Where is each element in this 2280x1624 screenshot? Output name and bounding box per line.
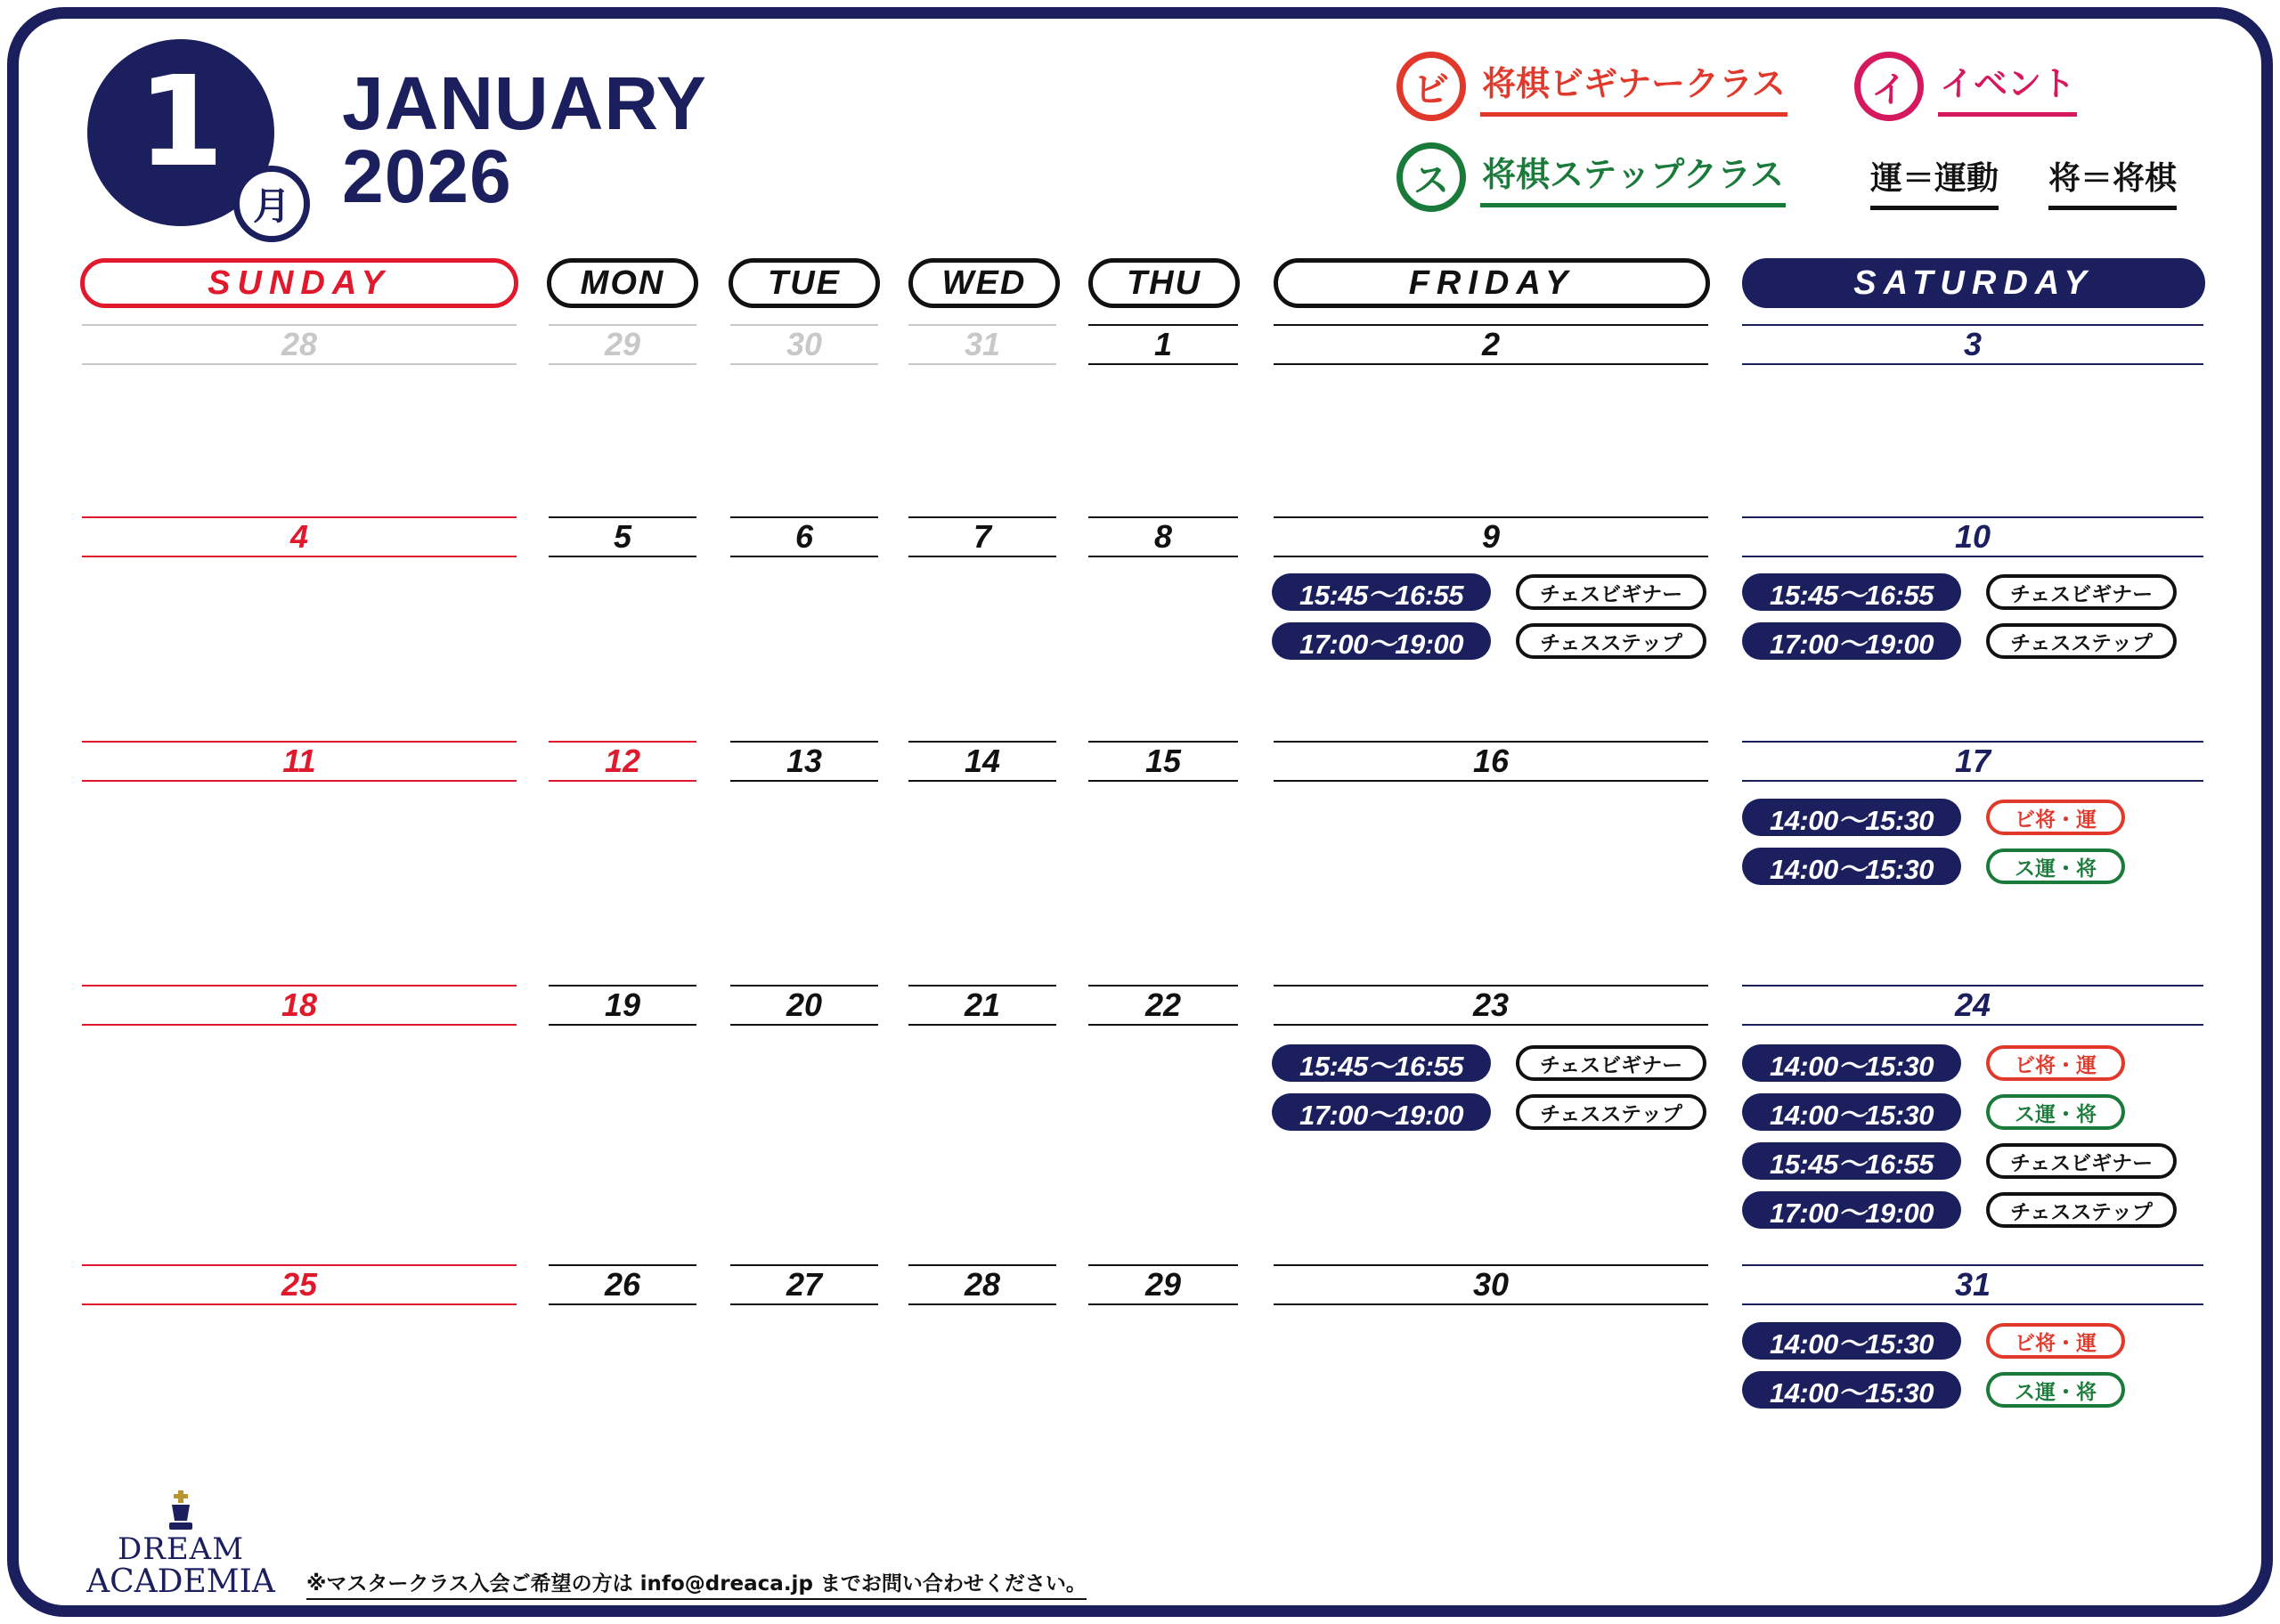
event-label-shogi-beginner[interactable]: ビ将・運	[1986, 1323, 2125, 1359]
date-cell: 11	[82, 741, 517, 782]
month-kanji-badge: 月	[233, 166, 310, 242]
event-label-chess-step[interactable]: チェスステップ	[1986, 623, 2177, 659]
beginner-badge-icon: ビ	[1396, 52, 1466, 121]
legend-event-label: イベント	[1938, 56, 2077, 117]
date-cell: 26	[549, 1264, 696, 1305]
date-cell: 29	[1088, 1264, 1238, 1305]
dow-wednesday: WED	[908, 258, 1060, 308]
event-label-chess-beginner[interactable]: チェスビギナー	[1986, 574, 2177, 610]
event-label-shogi-step[interactable]: ス運・将	[1986, 1094, 2125, 1130]
event-label-shogi-beginner[interactable]: ビ将・運	[1986, 1045, 2125, 1081]
event-label-chess-beginner[interactable]: チェスビギナー	[1516, 1045, 1706, 1081]
date-cell: 10	[1742, 516, 2203, 557]
date-cell: 19	[549, 985, 696, 1026]
date-cell: 24	[1742, 985, 2203, 1026]
date-cell: 15	[1088, 741, 1238, 782]
event-time[interactable]: 14:00〜15:30	[1742, 1322, 1961, 1360]
legend-step	[1396, 142, 1786, 212]
legend-abbr-shogi: 将＝将棋	[2048, 153, 2177, 210]
date-cell: 31	[1742, 1264, 2203, 1305]
event-label-chess-beginner[interactable]: チェスビギナー	[1516, 574, 1706, 610]
year-title: 2026	[342, 134, 512, 218]
month-number: 1	[87, 39, 274, 226]
date-cell: 6	[730, 516, 878, 557]
logo-text-academia: ACADEMIA	[86, 1563, 275, 1600]
event-label-chess-step[interactable]: チェスステップ	[1516, 1094, 1706, 1130]
date-cell: 5	[549, 516, 696, 557]
event-label-shogi-step[interactable]: ス運・将	[1986, 1372, 2125, 1408]
logo-text-dream: DREAM	[117, 1531, 245, 1567]
date-cell: 29	[549, 324, 696, 365]
event-time[interactable]: 17:00〜19:00	[1272, 1093, 1491, 1131]
dow-monday: MON	[547, 258, 698, 308]
dow-friday: FRIDAY	[1274, 258, 1710, 308]
legend-beginner	[1396, 52, 1787, 121]
event-time[interactable]: 15:45〜16:55	[1742, 573, 1961, 611]
event-time[interactable]: 17:00〜19:00	[1272, 622, 1491, 660]
event-time[interactable]: 15:45〜16:55	[1742, 1142, 1961, 1180]
date-cell: 22	[1088, 985, 1238, 1026]
date-cell: 16	[1274, 741, 1708, 782]
footnote-master-class: ※マスタークラス入会ご希望の方は info@dreaca.jp までお問い合わせください。	[306, 1567, 1087, 1600]
date-cell: 28	[82, 324, 517, 365]
date-cell: 17	[1742, 741, 2203, 782]
date-cell: 2	[1274, 324, 1708, 365]
date-cell: 8	[1088, 516, 1238, 557]
date-cell: 4	[82, 516, 517, 557]
event-time[interactable]: 17:00〜19:00	[1742, 1191, 1961, 1229]
dream-academia-logo	[80, 1490, 281, 1599]
legend-beginner-label: 将棋ビギナークラス	[1480, 56, 1787, 117]
date-cell: 25	[82, 1264, 517, 1305]
date-cell: 13	[730, 741, 878, 782]
event-time[interactable]: 14:00〜15:30	[1742, 848, 1961, 885]
event-time[interactable]: 15:45〜16:55	[1272, 573, 1491, 611]
event-time[interactable]: 14:00〜15:30	[1742, 1093, 1961, 1131]
date-cell: 18	[82, 985, 517, 1026]
event-time[interactable]: 14:00〜15:30	[1742, 1044, 1961, 1082]
date-cell: 9	[1274, 516, 1708, 557]
event-label-chess-step[interactable]: チェスステップ	[1516, 623, 1706, 659]
legend-abbr-undo: 運＝運動	[1870, 153, 1999, 210]
date-cell: 28	[908, 1264, 1056, 1305]
dow-thursday: THU	[1088, 258, 1240, 308]
date-cell: 20	[730, 985, 878, 1026]
dow-tuesday: TUE	[729, 258, 880, 308]
month-title: JANUARY	[342, 61, 707, 145]
date-cell: 30	[730, 324, 878, 365]
step-badge-icon: ス	[1396, 142, 1466, 212]
event-time[interactable]: 17:00〜19:00	[1742, 622, 1961, 660]
event-time[interactable]: 14:00〜15:30	[1742, 799, 1961, 836]
event-badge-icon: イ	[1854, 52, 1924, 121]
event-label-shogi-beginner[interactable]: ビ将・運	[1986, 800, 2125, 835]
date-cell: 30	[1274, 1264, 1708, 1305]
date-cell: 31	[908, 324, 1056, 365]
date-cell: 1	[1088, 324, 1238, 365]
chess-king-icon	[163, 1490, 199, 1531]
event-label-shogi-step[interactable]: ス運・将	[1986, 849, 2125, 884]
event-time[interactable]: 14:00〜15:30	[1742, 1371, 1961, 1409]
dow-sunday: SUNDAY	[80, 258, 518, 308]
legend-step-label: 将棋ステップクラス	[1480, 147, 1786, 207]
date-cell: 3	[1742, 324, 2203, 365]
date-cell: 21	[908, 985, 1056, 1026]
date-cell: 23	[1274, 985, 1708, 1026]
date-cell: 7	[908, 516, 1056, 557]
event-label-chess-beginner[interactable]: チェスビギナー	[1986, 1143, 2177, 1179]
dow-saturday: SATURDAY	[1742, 258, 2205, 308]
date-cell: 27	[730, 1264, 878, 1305]
event-label-chess-step[interactable]: チェスステップ	[1986, 1192, 2177, 1228]
date-cell: 12	[549, 741, 696, 782]
date-cell: 14	[908, 741, 1056, 782]
event-time[interactable]: 15:45〜16:55	[1272, 1044, 1491, 1082]
legend-event	[1854, 52, 2077, 121]
